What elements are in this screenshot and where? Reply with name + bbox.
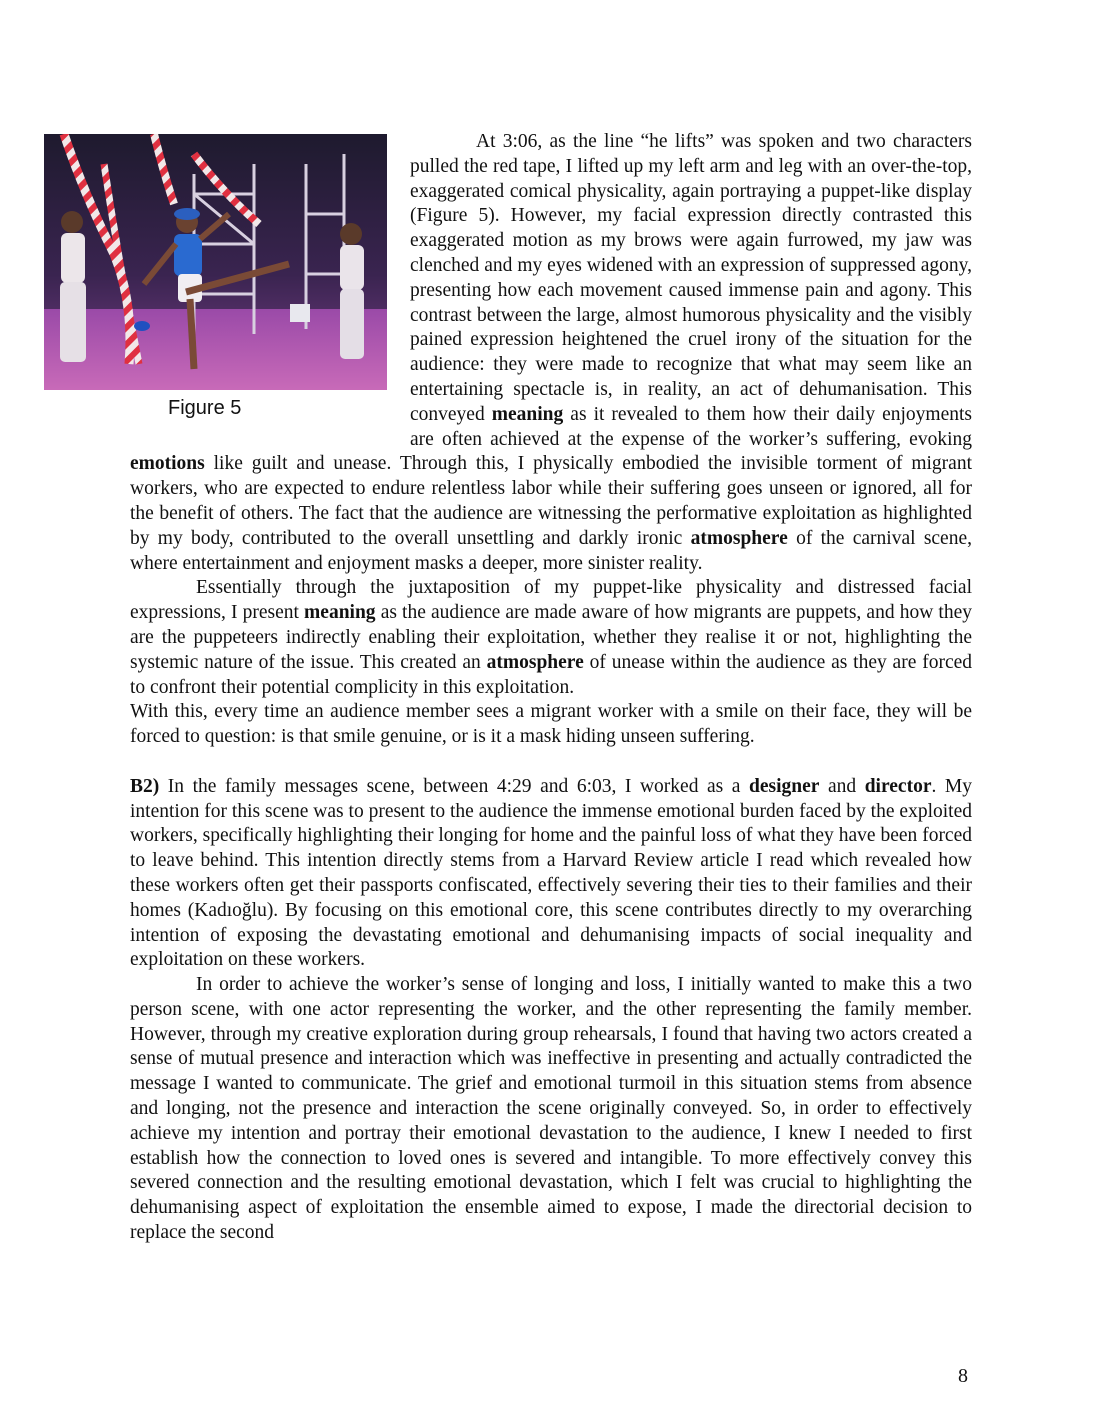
- body-text: [130, 130, 972, 1246]
- paragraph-1: At 3:06, as the line “he lifts” was spoken and two characters pulled the red tape, I lifted up my left arm and leg with an over-the-top, exaggerated comical physicality, again portraying a puppet-like display (Figure 5). However, my facial expression directly contrasted this exaggerated motion as my brows were again furrowed, my jaw was clenched and my eyes widened with an expression of suppressed agony, presenting how each movement caused immense pain and agony. This contrast between the large, almost humorous physicality and the visibly pained expression heightened the cruel irony of the situation for the audience: they were made to recognize that what may seem like an entertaining spectacle is, in reality, an act of dehumanisation. This conveyed meaning as it revealed to them how their daily enjoyments are often achieved at the expense of the worker’s suffering, evoking emotions like guilt and unease. Through this, I physically embodied the invisible torment of migrant workers, who are expected to endure relentless labor while their suffering goes unseen or ignored, all for the benefit of others. The fact that the audience are witnessing the performative exploitation as highlighted by my body, contributed to the overall unsettling and darkly ironic atmosphere of the carnival scene, where entertainment and enjoyment masks a deeper, more sinister reality.: [130, 131, 972, 574]
- paragraph-4: B2) In the family messages scene, between 4:29 and 6:03, I worked as a designer and director. My intention for this scene was to present to the audience the immense emotional burden faced by the exploited workers, specifically highlighting their longing for home and the painful loss of what they have been forced to leave behind. This intention directly stems from a Harvard Review article I read which revealed how these workers often get their passports confiscated, effectively severing their ties to their families and their homes (Kadıoğlu). By focusing on this emotional core, this scene contributes directly to my overarching intention of exposing the devastating emotional and dehumanising impacts of social inequality and exploitation on these workers.: [130, 775, 973, 971]
- paragraph-3: With this, every time an audience member sees a migrant worker with a smile on their face, they will be forced to question: is that smile genuine, or is it a mask hiding unseen suffering.: [130, 701, 972, 748]
- paragraph-2: Essentially through the juxtaposition of my puppet-like physicality and distressed facial expressions, I present meaning as the audience are made aware of how migrants are puppets, and how they are the puppeteers indirectly enabling their exploitation, whether they realise it or not, highlighting the systemic nature of the issue. This created an atmosphere of unease within the audience as they are forced to confront their potential complicity in this exploitation.: [130, 577, 973, 698]
- paragraph-gap: [130, 750, 972, 775]
- page-number: 8: [958, 1365, 968, 1387]
- figure-wrap-space: [130, 130, 410, 428]
- figure-caption: Figure 5: [168, 397, 242, 419]
- paragraph-5: In order to achieve the worker’s sense of longing and loss, I initially wanted to make this a two person scene, with one actor representing the worker, and the other representing the family member. However, through my creative exploration during group rehearsals, I found that having two actors created a sense of mutual presence and interaction which was ineffective in presenting and actually contradicted the message I wanted to communicate. The grief and emotional turmoil in this situation stems from absence and longing, not the presence and interaction the scene originally conveyed. So, in order to effectively achieve my intention and portray their emotional devastation to the audience, I knew I needed to first establish how the connection to loved ones is severed and intangible. To more effectively convey this severed connection and the resulting emotional devastation, which I felt was crucial to highlighting the dehumanising aspect of exploitation the ensemble aimed to expose, I made the directorial decision to replace the second: [130, 974, 972, 1244]
